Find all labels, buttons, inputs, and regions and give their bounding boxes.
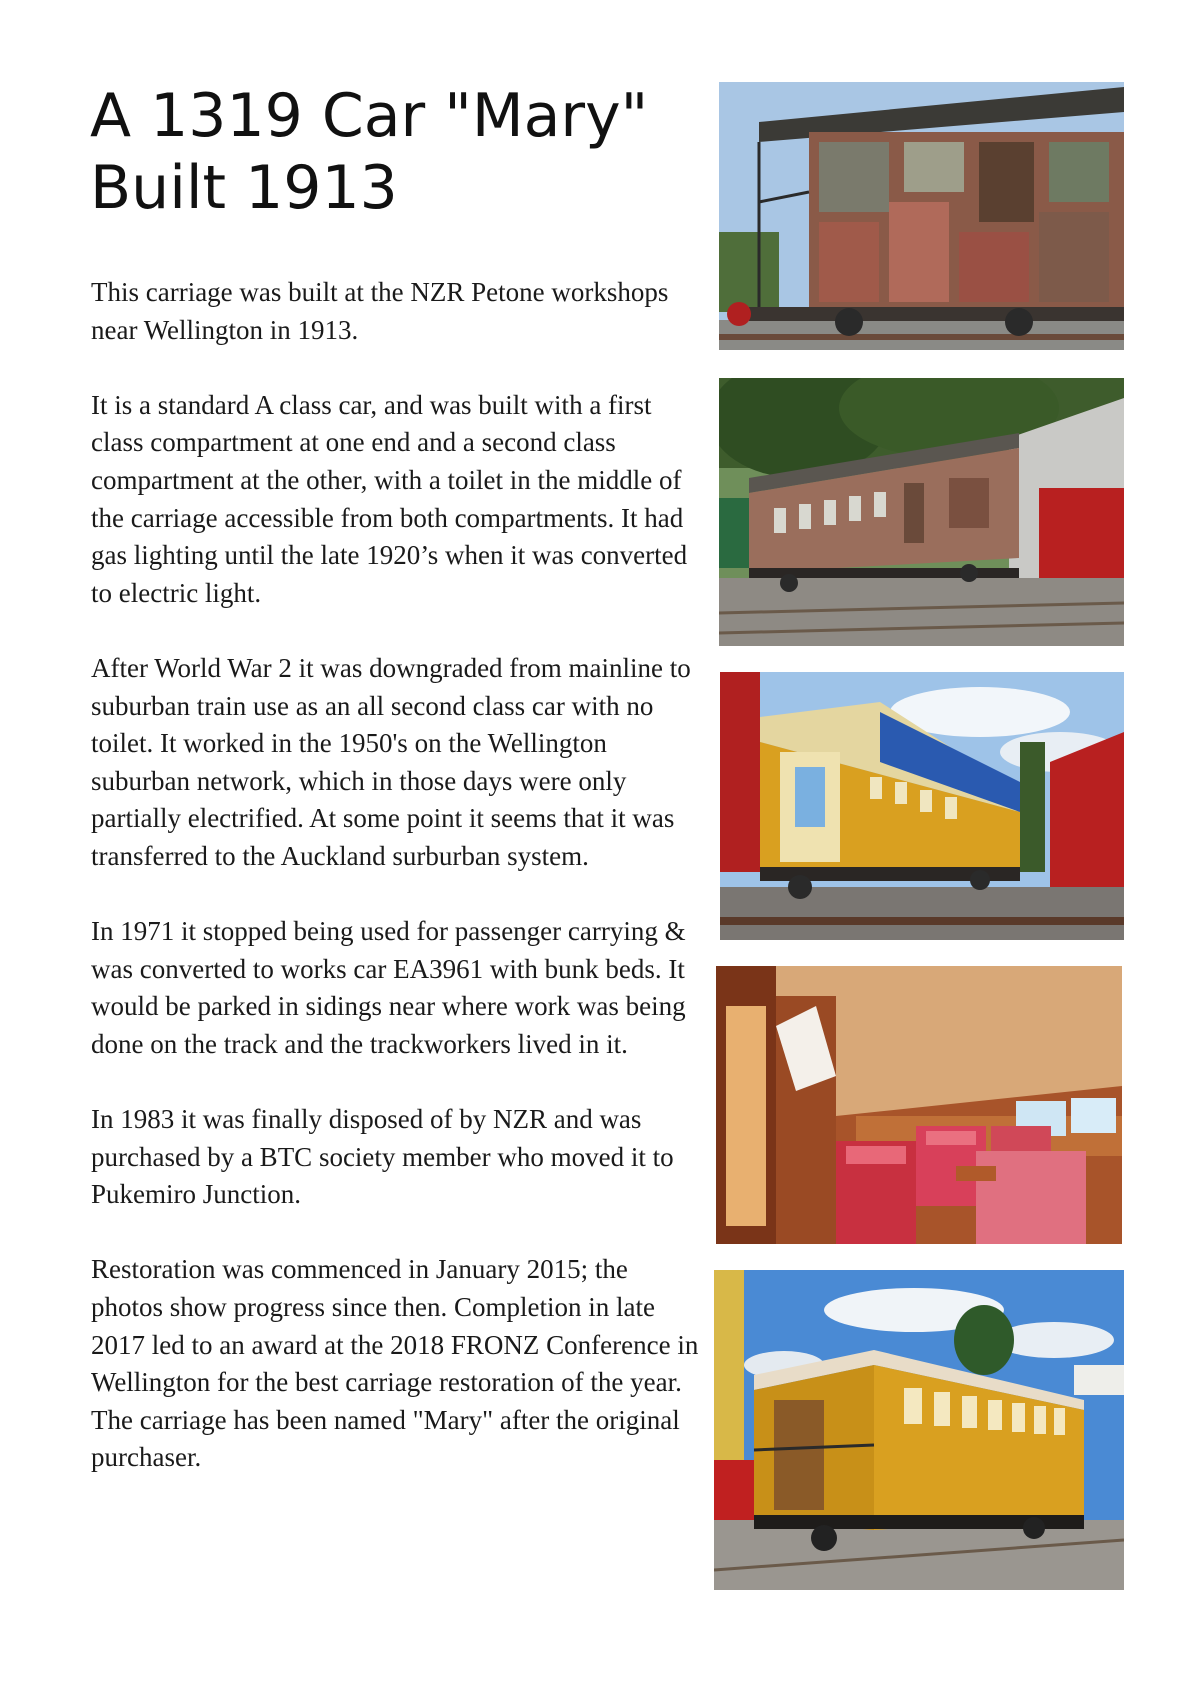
title-line-2: Built 1913 [90,153,398,223]
photo-restored-carriage-mary [714,1270,1124,1590]
paragraph-disposal: In 1983 it was finally disposed of by NZR and was purchased by a BTC society member who moved it to Pukemiro Junction. [91,1104,674,1210]
body-text [91,274,701,1515]
page-title [90,80,730,224]
title-line-1: A 1319 Car "Mary" [90,81,649,151]
photo-carriage-under-restoration [720,672,1124,940]
paragraph-restoration: Restoration was commenced in January 2015; the photos show progress since then. Completion in late 2017 led to an award at the 2018 FRONZ Conference in Wellington for the best carriage restoration of the year. The carriage has been named "Mary" after the original purchaser. [91,1254,699,1473]
photo-weathered-carriage-yard [719,378,1124,646]
paragraph-origin: This carriage was built at the NZR Petone workshops near Wellington in 1913. [91,277,669,345]
paragraph-works-car: In 1971 it stopped being used for passenger carrying & was converted to works car EA3961 with bunk beds. It would be parked in sidings near where work was being done on the track and the trackworkers lived in it. [91,916,686,1059]
photo-restored-interior [716,966,1122,1244]
paragraph-design: It is a standard A class car, and was built with a first class compartment at one end and a second class compartment at the other, with a toilet in the middle of the carriage accessible from both compartments. It had gas lighting until the late 1920’s when it was converted to electric light. [91,389,688,608]
photo-derelict-carriage-end [719,82,1124,350]
paragraph-downgrade: After World War 2 it was downgraded from mainline to suburban train use as an all second class car with no toilet. It worked in the 1950's on the Wellington suburban network, which in those days were only partially electrified. At some point it seems that it was transferred to the Auckland surburban system. [91,652,691,871]
